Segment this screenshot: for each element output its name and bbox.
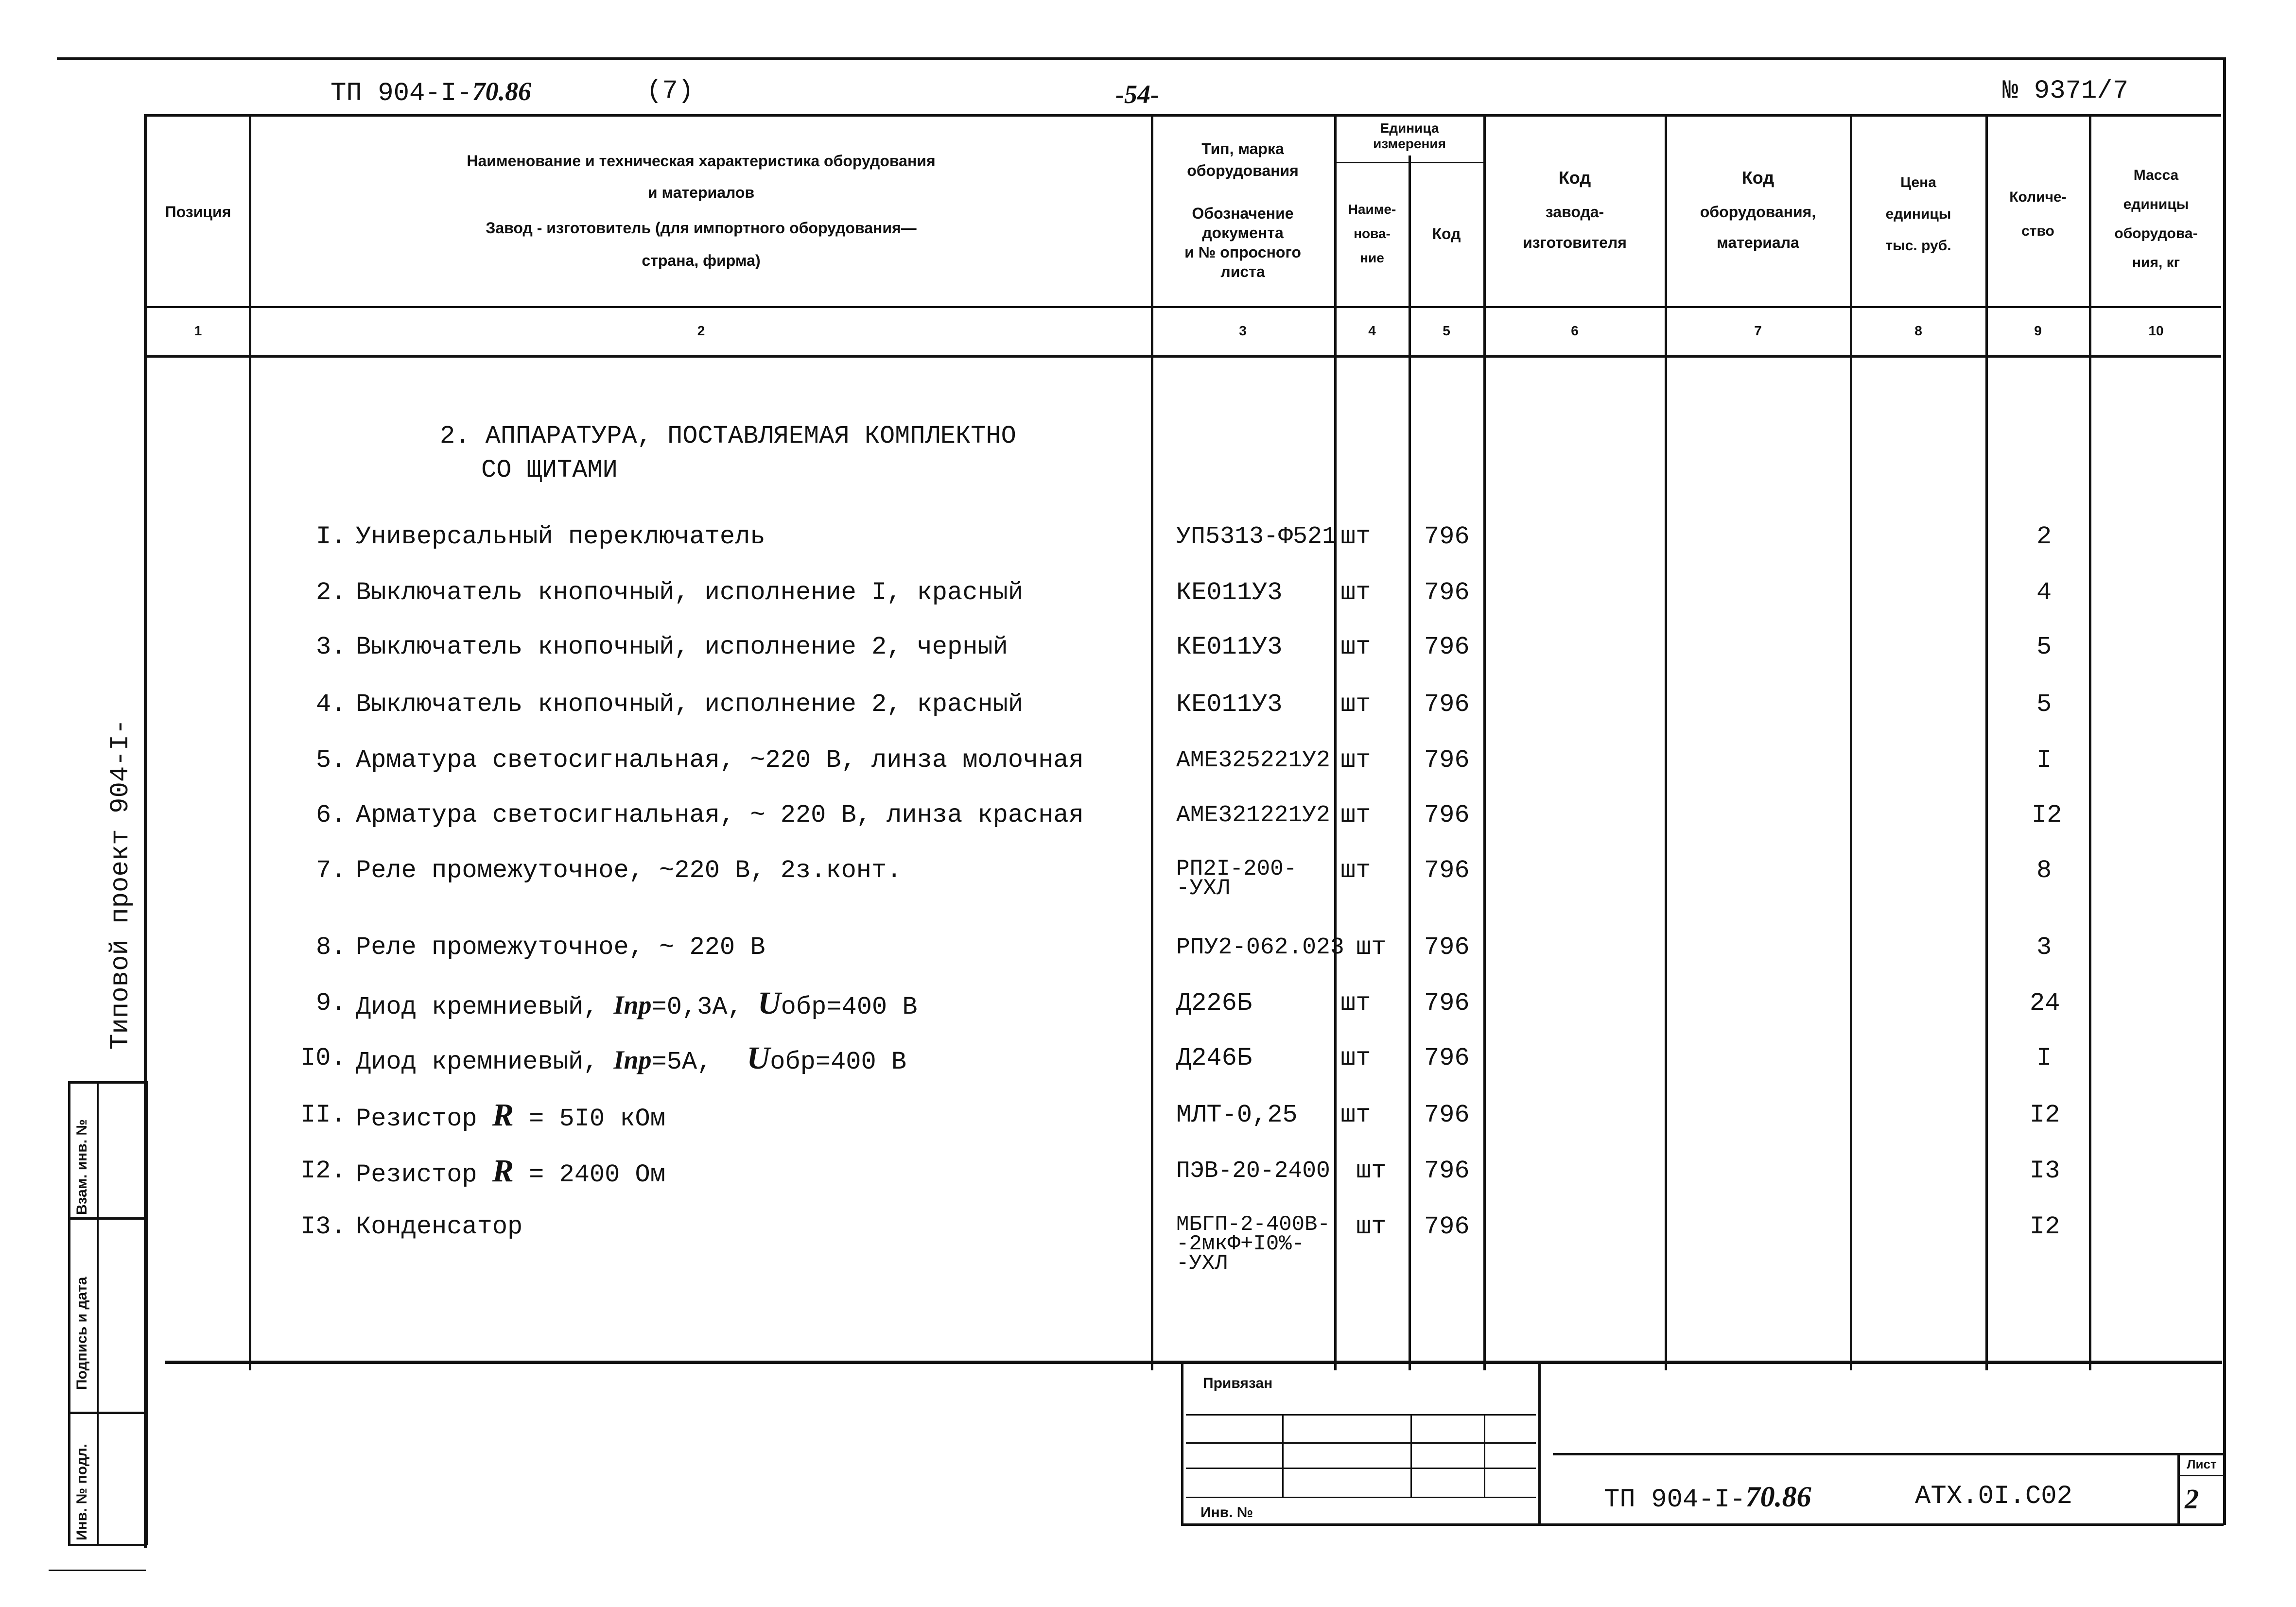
row-position: I. — [316, 522, 347, 551]
current-symbol: Iпр — [613, 990, 652, 1019]
row-position: 6. — [316, 801, 347, 829]
row-name: Выключатель кнопочный, исполнение 2, красный — [356, 690, 1024, 719]
header-col-quantity-line2: ство — [2021, 223, 2054, 239]
row-quantity: I2 — [2030, 1212, 2060, 1241]
row-unit: шт — [1340, 1044, 1371, 1072]
row-name-value-2: обр=400 В — [781, 993, 918, 1021]
sheet-marker: (7) — [646, 76, 694, 106]
header-col-unit-line3: ние — [1360, 250, 1384, 265]
row-unit: шт — [1356, 1157, 1387, 1185]
row-quantity: 24 — [2030, 989, 2060, 1018]
header-col-mass-line2: единицы — [2123, 196, 2189, 212]
row-quantity: 5 — [2036, 690, 2052, 719]
header-col-name-line4: страна, фирма) — [642, 252, 761, 269]
side-sign-date: Подпись и дата — [74, 1277, 90, 1390]
row-type-line2: -2мкФ+I0%- — [1176, 1232, 1305, 1256]
stamp-sheet-value: 2 — [2185, 1483, 2199, 1515]
current-symbol: Iпр — [613, 1045, 652, 1074]
col-number-1: 1 — [194, 323, 202, 338]
code-prefix: ТП 904-I- — [330, 79, 472, 108]
row-position: 7. — [316, 856, 347, 885]
row-name-value: = 2400 Ом — [529, 1160, 665, 1189]
row-position: 2. — [316, 578, 347, 607]
row-position: I3. — [300, 1212, 346, 1241]
row-quantity: 3 — [2036, 933, 2052, 962]
row-code: 796 — [1424, 633, 1470, 661]
row-code: 796 — [1424, 746, 1470, 775]
row-code: 796 — [1424, 1212, 1470, 1241]
row-quantity: 5 — [2036, 633, 2052, 661]
side-inventory-original: Инв. № подл. — [74, 1443, 90, 1540]
row-quantity: 4 — [2036, 578, 2052, 607]
row-name-text: Резистор — [356, 1105, 477, 1133]
row-name-value: = 5I0 кОм — [529, 1105, 665, 1133]
row-name: Арматура светосигнальная, ~ 220 В, линза красная — [356, 801, 1084, 829]
row-quantity: 2 — [2036, 522, 2052, 551]
row-type: КЕ011У3 — [1176, 578, 1283, 607]
header-col-factory-code-line1: Код — [1558, 168, 1591, 188]
header-col-name-line1: Наименование и техническая характеристика оборудования — [467, 152, 936, 170]
row-type-line1: РП2I-200- — [1176, 856, 1297, 881]
header-unit-group-line1: Единица — [1380, 121, 1439, 136]
row-type-line1: МБГП-2-400В- — [1176, 1212, 1330, 1237]
row-name: Реле промежуточное, ~220 В, 2з.конт. — [356, 856, 902, 885]
header-col-equipment-code-line3: материала — [1717, 234, 1799, 251]
stamp-code-handwritten: 70.86 — [1745, 1481, 1811, 1513]
row-name — [356, 1040, 907, 1077]
row-type: АМЕ325221У2 — [1176, 747, 1330, 774]
row-code: 796 — [1424, 1157, 1470, 1185]
row-quantity: I2 — [2032, 801, 2062, 829]
row-quantity: I2 — [2030, 1101, 2060, 1129]
row-name: Универсальный переключатель — [356, 522, 765, 551]
header-col-name-line3: Завод - изготовитель (для импортного оборудования— — [486, 219, 917, 237]
col-number-7: 7 — [1754, 323, 1762, 338]
row-unit: шт — [1340, 856, 1371, 885]
header-col-type-line4: документа — [1202, 224, 1284, 242]
row-name-text: Диод кремниевый, — [356, 993, 599, 1021]
row-type-line3: -УХЛ — [1176, 1251, 1228, 1276]
header-col-unit-line2: нова- — [1354, 226, 1391, 241]
header-col-type-line5: и № опросного — [1184, 243, 1301, 261]
row-name: Конденсатор — [356, 1212, 523, 1241]
header-col-equipment-code-line1: Код — [1741, 168, 1774, 188]
side-swap-inventory: Взам. инв. № — [74, 1119, 90, 1215]
stamp-sheet-label: Лист — [2187, 1457, 2217, 1471]
row-quantity: I — [2036, 1044, 2052, 1072]
row-unit: шт — [1340, 522, 1371, 551]
row-code: 796 — [1424, 856, 1470, 885]
header-col-mass-line1: Масса — [2133, 167, 2179, 183]
header-col-price-line3: тыс. руб. — [1885, 238, 1951, 254]
header-col-quantity-line1: Количе- — [2009, 189, 2067, 205]
document-code-top — [330, 77, 531, 108]
row-type: УП5313-Ф521 — [1176, 523, 1337, 551]
row-unit: шт — [1340, 801, 1371, 829]
row-position: 3. — [316, 633, 347, 661]
row-position: 8. — [316, 933, 347, 962]
stamp-document-code — [1604, 1482, 1811, 1515]
row-position: I2. — [300, 1157, 346, 1185]
row-type: КЕ011У3 — [1176, 690, 1283, 719]
header-col-mass-line4: ния, кг — [2132, 255, 2180, 271]
row-name — [356, 1153, 665, 1190]
row-unit: шт — [1340, 690, 1371, 719]
row-type: Д246Б — [1176, 1044, 1252, 1072]
row-name: Реле промежуточное, ~ 220 В — [356, 933, 765, 962]
code-handwritten: 70.86 — [472, 77, 532, 106]
section-title-line2: СО ЩИТАМИ — [481, 456, 618, 484]
row-code: 796 — [1424, 1044, 1470, 1072]
stamp-doc-code: АТХ.0I.С02 — [1915, 1482, 2073, 1511]
header-col-type-line3: Обозначение — [1192, 205, 1294, 222]
row-name: Выключатель кнопочный, исполнение 2, черный — [356, 633, 1008, 661]
header-col-position: Позиция — [165, 203, 231, 221]
row-name-text: Резистор — [356, 1160, 477, 1189]
stamp-code-prefix: ТП 904-I- — [1604, 1485, 1746, 1515]
row-quantity: 8 — [2036, 856, 2052, 885]
row-code: 796 — [1424, 989, 1470, 1018]
row-name: Выключатель кнопочный, исполнение I, красный — [356, 578, 1024, 607]
row-position: 9. — [316, 989, 347, 1018]
side-project-label: Типовой проект 904-I- — [106, 719, 136, 1050]
row-code: 796 — [1424, 933, 1470, 962]
col-number-5: 5 — [1443, 323, 1450, 338]
header-col-factory-code-line3: изготовителя — [1523, 234, 1627, 251]
row-name — [356, 985, 918, 1022]
page-number: -54- — [1115, 80, 1159, 109]
row-position: II. — [300, 1101, 346, 1129]
row-code: 796 — [1424, 522, 1470, 551]
row-code: 796 — [1424, 1101, 1470, 1129]
col-number-4: 4 — [1368, 323, 1376, 338]
row-unit: шт — [1340, 989, 1371, 1018]
header-unit-group-line2: измерения — [1373, 136, 1446, 151]
row-code: 796 — [1424, 690, 1470, 719]
row-code: 796 — [1424, 578, 1470, 607]
row-type: МЛТ-0,25 — [1176, 1101, 1298, 1129]
row-position: I0. — [300, 1044, 346, 1072]
col-number-8: 8 — [1914, 323, 1922, 338]
col-number-9: 9 — [2034, 323, 2042, 338]
header-col-factory-code-line2: завода- — [1545, 203, 1604, 221]
header-col-mass-line3: оборудова- — [2114, 225, 2198, 242]
row-unit: шт — [1340, 746, 1371, 775]
stamp-attached-label: Привязан — [1203, 1375, 1273, 1391]
row-quantity: I3 — [2030, 1157, 2060, 1185]
row-type: Д226Б — [1176, 989, 1252, 1018]
header-col-price-line2: единицы — [1885, 206, 1951, 222]
row-name-value-2: обр=400 В — [770, 1048, 907, 1076]
resistance-symbol: R — [492, 1153, 514, 1189]
row-unit: шт — [1340, 578, 1371, 607]
row-unit: шт — [1356, 1212, 1387, 1241]
row-type-line2: -УХЛ — [1176, 876, 1230, 901]
row-type: АМЕ321221У2 — [1176, 802, 1330, 829]
header-col-type-line2: оборудования — [1187, 162, 1299, 179]
row-type: КЕ011У3 — [1176, 633, 1283, 661]
row-name: Арматура светосигнальная, ~220 В, линза молочная — [356, 746, 1084, 775]
col-number-10: 10 — [2148, 323, 2164, 338]
col-number-3: 3 — [1239, 323, 1247, 338]
header-col-code: Код — [1432, 225, 1461, 242]
voltage-symbol: U — [758, 985, 781, 1021]
row-position: 4. — [316, 690, 347, 719]
header-col-equipment-code-line2: оборудования, — [1700, 203, 1816, 221]
section-title-line1: 2. АППАРАТУРА, ПОСТАВЛЯЕМАЯ КОМПЛЕКТНО — [440, 422, 1016, 450]
resistance-symbol: R — [492, 1097, 514, 1133]
col-number-6: 6 — [1571, 323, 1579, 338]
row-name-value: =0,3А, — [651, 993, 743, 1021]
stamp-inv-label: Инв. № — [1200, 1504, 1253, 1521]
header-col-unit-line1: Наиме- — [1348, 202, 1396, 217]
row-unit: шт — [1356, 933, 1387, 962]
row-unit: шт — [1340, 633, 1371, 661]
header-col-name-line2: и материалов — [647, 184, 755, 201]
row-name-value: =5А, — [651, 1048, 713, 1076]
header-col-type-line1: Тип, марка — [1201, 140, 1284, 157]
row-name — [356, 1097, 665, 1134]
album-number: № 9371/7 — [2002, 76, 2129, 106]
row-code: 796 — [1424, 801, 1470, 829]
header-col-type-line6: листа — [1220, 263, 1265, 280]
voltage-symbol: U — [747, 1040, 770, 1076]
row-type: ПЭВ-20-2400 — [1176, 1158, 1330, 1184]
row-type: РПУ2-062.023 — [1176, 934, 1344, 961]
row-unit: шт — [1340, 1101, 1371, 1129]
row-position: 5. — [316, 746, 347, 775]
header-col-price-line1: Цена — [1900, 174, 1936, 190]
row-quantity: I — [2036, 746, 2052, 775]
col-number-2: 2 — [697, 323, 705, 338]
row-name-text: Диод кремниевый, — [356, 1048, 599, 1076]
